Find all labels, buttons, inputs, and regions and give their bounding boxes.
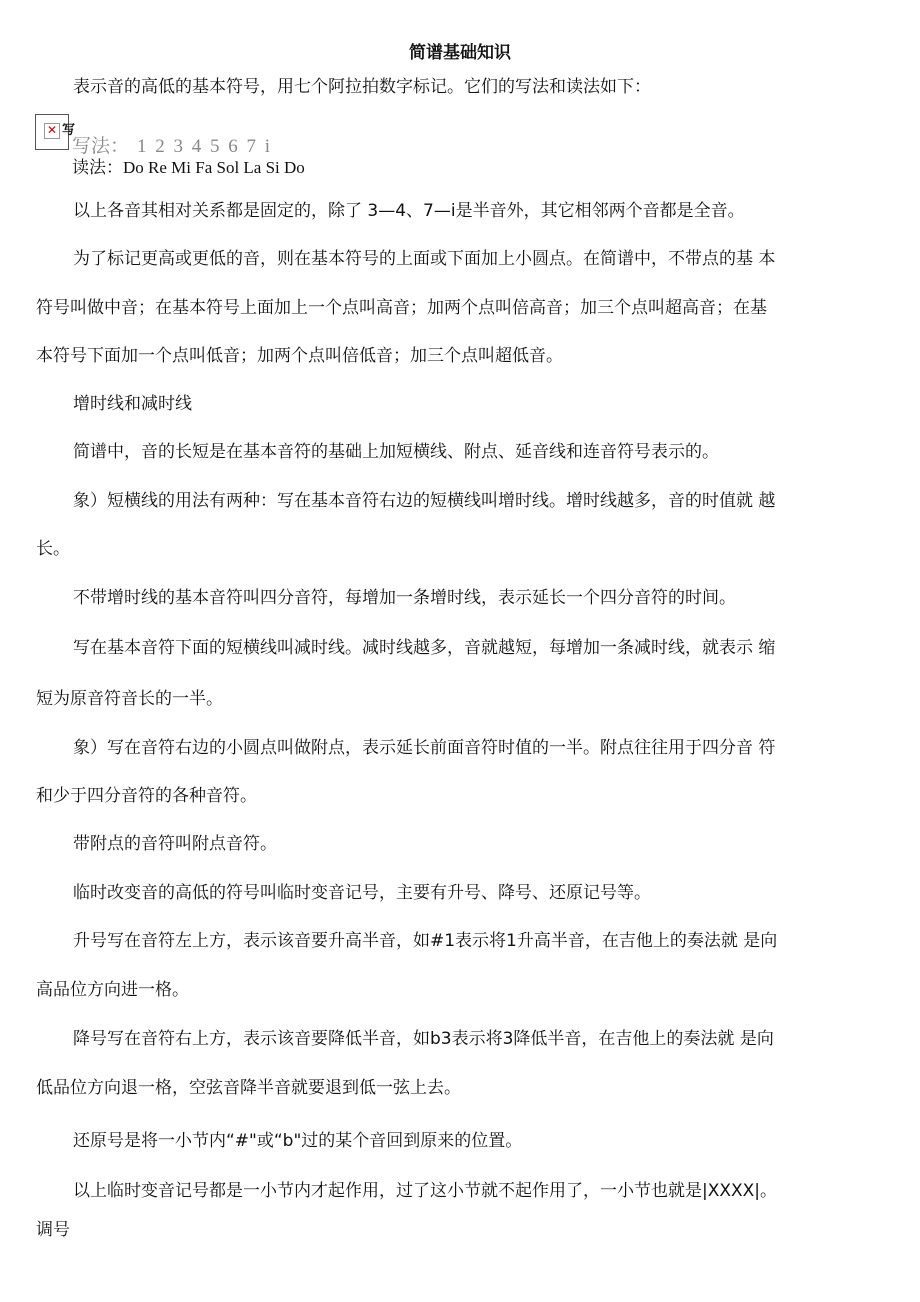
paragraph-12-line-1: 降号写在音符右上方，表示该音要降低半音，如b3表示将3降低半音，在吉他上的奏法就 是向 [73, 1029, 774, 1049]
paragraph-13: 还原号是将一小节内“#"或“b"过的某个音回到原来的位置。 [73, 1131, 523, 1151]
reading-label: 读法： [72, 158, 123, 178]
paragraph-4: 简谱中，音的长短是在基本音符的基础上加短横线、附点、延音线和连音符号表示的。 [73, 442, 719, 462]
section-heading: 增时线和减时线 [73, 394, 192, 414]
notation-reading-row [72, 157, 305, 179]
paragraph-5-line-1: 象）短横线的用法有两种：写在基本音符右边的短横线叫增时线。增时线越多，音的时值就 越 [73, 491, 776, 511]
paragraph-2-line-1: 为了标记更高或更低的音，则在基本符号的上面或下面加上小圆点。在简谱中，不带点的基 本 [73, 249, 776, 269]
paragraph-12-line-2: 低品位方向退一格，空弦音降半音就要退到低一弦上去。 [36, 1078, 461, 1098]
paragraph-8-line-1: 象）写在音符右边的小圆点叫做附点，表示延长前面音符时值的一半。附点往往用于四分音 符 [73, 738, 776, 758]
paragraph-2-line-3: 本符号下面加一个点叫低音；加两个点叫倍低音；加三个点叫超低音。 [36, 346, 563, 366]
paragraph-14: 以上临时变音记号都是一小节内才起作用，过了这小节就不起作用了，一小节也就是|XXXX|。 [73, 1181, 778, 1201]
writing-notes: 1 2 3 4 5 6 7 i [137, 136, 273, 157]
reading-value: Do Re Mi Fa Sol La Si Do [123, 158, 305, 177]
intro-text: 表示音的高低的基本符号，用七个阿拉拍数字标记。它们的写法和读法如下： [73, 77, 651, 97]
broken-image-placeholder [35, 114, 76, 150]
paragraph-1: 以上各音其相对关系都是固定的，除了 3—4、7—i是半音外，其它相邻两个音都是全音。 [73, 201, 745, 221]
image-caption: 写 [62, 123, 76, 138]
notation-writing-row [72, 131, 272, 158]
paragraph-10: 临时改变音的高低的符号叫临时变音记号，主要有升号、降号、还原记号等。 [73, 883, 651, 903]
paragraph-9: 带附点的音符叫附点音符。 [73, 834, 277, 854]
broken-image-icon: ✕ [44, 123, 60, 139]
paragraph-8-line-2: 和少于四分音符的各种音符。 [36, 786, 257, 806]
paragraph-7-line-1: 写在基本音符下面的短横线叫减时线。减时线越多，音就越短，每增加一条减时线，就表示 缩 [73, 638, 776, 658]
paragraph-11-line-2: 高品位方向进一格。 [36, 980, 189, 1000]
page-title: 简谱基础知识 [409, 43, 511, 63]
paragraph-5-line-2: 长。 [36, 539, 70, 559]
writing-label: 写法： [72, 135, 130, 157]
paragraph-6: 不带增时线的基本音符叫四分音符，每增加一条增时线，表示延长一个四分音符的时间。 [73, 588, 736, 608]
paragraph-7-line-2: 短为原音符音长的一半。 [36, 689, 223, 709]
paragraph-15: 调号 [36, 1220, 70, 1240]
paragraph-11-line-1: 升号写在音符左上方，表示该音要升高半音，如#1表示将1升高半音，在吉他上的奏法就 是向 [73, 931, 778, 951]
paragraph-2-line-2: 符号叫做中音；在基本符号上面加上一个点叫高音；加两个点叫倍高音；加三个点叫超高音；在基 [36, 298, 767, 318]
